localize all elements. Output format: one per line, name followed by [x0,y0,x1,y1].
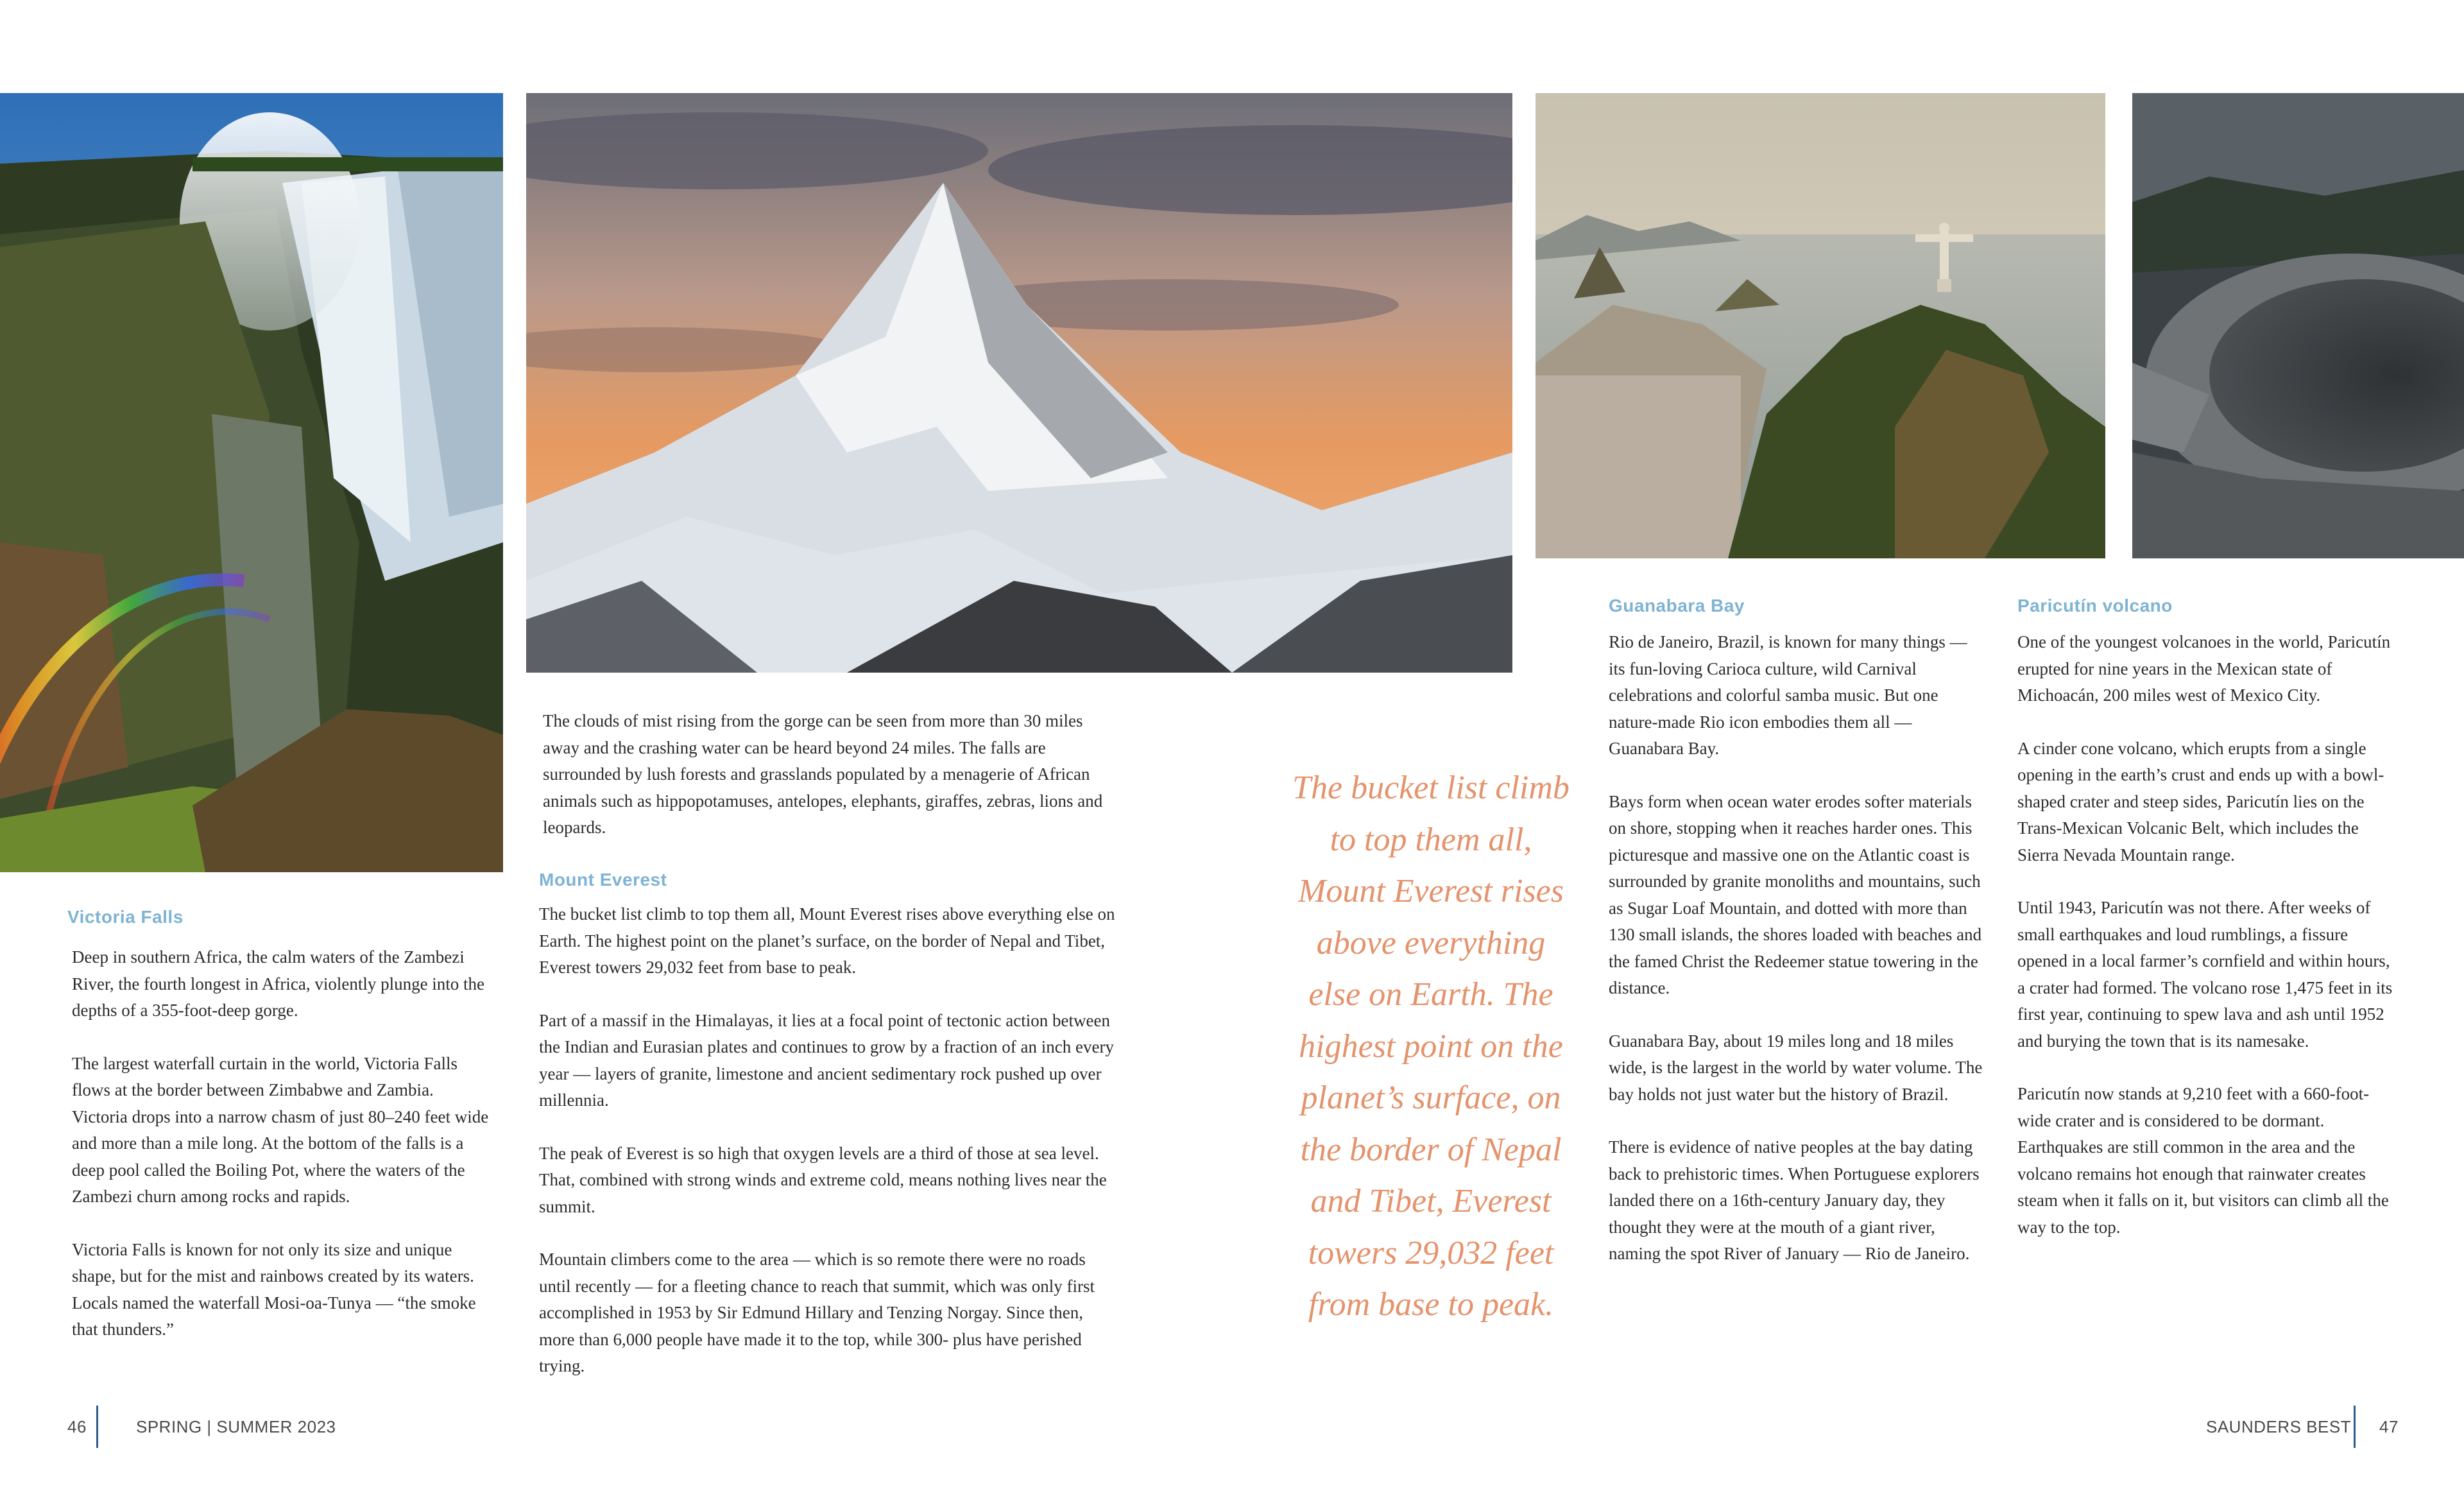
paricutin-volcano-photo [2132,93,2464,558]
guanabara-paragraph: Guanabara Bay, about 19 miles long and 18 miles wide, is the largest in the world by water volume. The bay holds not just water but the history of Brazil. [1609,1031,1983,1104]
footer-rule-left [96,1406,98,1448]
pull-quote: The bucket list climb to top them all, Mount Everest rises above everything else on Earth. The highest point on the planet’s surface, on the border of Nepal and Tibet, Everest towers 29,032 feet from base to peak. [1292,770,1570,1323]
victoria-falls-continued [543,708,1108,841]
mount-everest-heading: Mount Everest [539,870,667,890]
victoria-paragraph: The largest waterfall curtain in the world, Victoria Falls flows at the border between Zimbabwe and Zambia. Victoria drops into a narrow chasm of just 80–240 feet wide and more than a mile long. At the bottom of the falls is a deep pool called the Boiling Pot, where the waters of the Zambezi churn among rocks and rapids. [72,1053,489,1206]
victoria-paragraph: Victoria Falls is known for not only its size and unique shape, but for the mist and rainbows created by its waters. Locals named the waterfall Mosi-oa-Tunya — “the smoke that thunders.” [72,1239,476,1339]
mount-everest-photo [526,93,1512,673]
paricutin-paragraph: Until 1943, Paricutín was not there. After weeks of small earthquakes and loud rumblings, a fissure opened in a local farmer’s cornfield and within hours, a crater had formed. The volcano rose 1,475 feet in its first year, continuing to spew lava and ash until 1952 and burying the town that is its namesake. [2017,898,2393,1051]
victoria-falls-heading: Victoria Falls [67,907,184,927]
mount-everest-body [539,901,1120,1380]
paricutin-paragraph: One of the youngest volcanoes in the world, Paricutín erupted for nine years in the Mexican state of Michoacán, 200 miles west of Mexico City. [2017,632,2391,705]
footer-rule-right [2354,1406,2356,1448]
everest-paragraph: The bucket list climb to top them all, Mount Everest rises above everything else on Earth. The highest point on the planet’s surface, on the border of Nepal and Tibet, Everest towers 29,032 feet from base to peak. [539,904,1115,977]
issue-label: SPRING | SUMMER 2023 [136,1417,336,1436]
victoria-continued-paragraph: The clouds of mist rising from the gorge can be seen from more than 30 miles away and the crashing water can be heard beyond 24 miles. The falls are surrounded by lush forests and grasslands populated by a menagerie of African animals such as hippopotamuses, antelopes, elephants, giraffes, zebras, lions and leopards. [543,711,1103,837]
publication-name: SAUNDERS BEST [2206,1417,2352,1436]
guanabara-bay-body [1609,629,1987,1268]
victoria-paragraph: Deep in southern Africa, the calm waters of the Zambezi River, the fourth longest in Africa, violently plunge into the depths of a 355-foot-deep gorge. [72,947,485,1020]
guanabara-paragraph: There is evidence of native peoples at the bay dating back to prehistoric times. When Portuguese explorers landed there on a 16th-century January day, they thought they were at the mouth of a giant river, naming the spot River of January — Rio de Janeiro. [1609,1137,1980,1263]
everest-paragraph: The peak of Everest is so high that oxygen levels are a third of those at sea level. That, combined with strong winds and extreme cold, means nothing lives near the summit. [539,1143,1107,1216]
victoria-falls-photo [0,93,503,872]
guanabara-paragraph: Bays form when ocean water erodes softer materials on shore, stopping when it reaches harder ones. This picturesque and massive one on the Atlantic coast is surrounded by granite monoliths and mountains, such as Sugar Loaf Mountain, and dotted with more than 130 small islands, the shores loaded with beaches and the famed Christ the Redeemer statue towering in the distance. [1609,791,1982,997]
paricutin-body [2017,629,2399,1241]
everest-paragraph: Part of a massif in the Himalayas, it lies at a focal point of tectonic action between the Indian and Eurasian plates and continues to grow by a fraction of an inch every year — layers of granite, limestone and ancient sedimentary rock pushed up over millennia. [539,1010,1114,1110]
guanabara-bay-heading: Guanabara Bay [1609,596,1745,615]
right-page-number: 47 [2379,1417,2399,1436]
left-page-number: 46 [67,1417,87,1436]
paricutin-paragraph: Paricutín now stands at 9,210 feet with a 660-foot-wide crater and is considered to be dormant. Earthquakes are still common in the area and the volcano remains hot enough that rainwater creates steam when it falls on it, but visitors can climb all the way to the top. [2017,1084,2389,1237]
victoria-falls-body [72,944,489,1343]
paricutin-paragraph: A cinder cone volcano, which erupts from a single opening in the earth’s crust and ends up with a bowl-shaped crater and steep sides, Paricutín lies on the Trans-Mexican Volcanic Belt, which includes the Sierra Nevada Mountain range. [2017,738,2384,865]
everest-paragraph: Mountain climbers come to the area — which is so remote there were no roads until recently — for a fleeting chance to reach that summit, which was only first accomplished in 1953 by Sir Edmund Hillary and Tenzing Norgay. Since then, more than 6,000 people have made it to the top, while 300- plus have perished trying. [539,1250,1095,1375]
guanabara-bay-photo [1536,93,2105,558]
guanabara-paragraph: Rio de Janeiro, Brazil, is known for many things — its fun-loving Carioca culture, wild Carnival celebrations and colorful samba music. But one nature-made Rio icon embodies them all — Guanabara Bay. [1609,632,1967,758]
paricutin-heading: Paricutín volcano [2017,596,2173,615]
